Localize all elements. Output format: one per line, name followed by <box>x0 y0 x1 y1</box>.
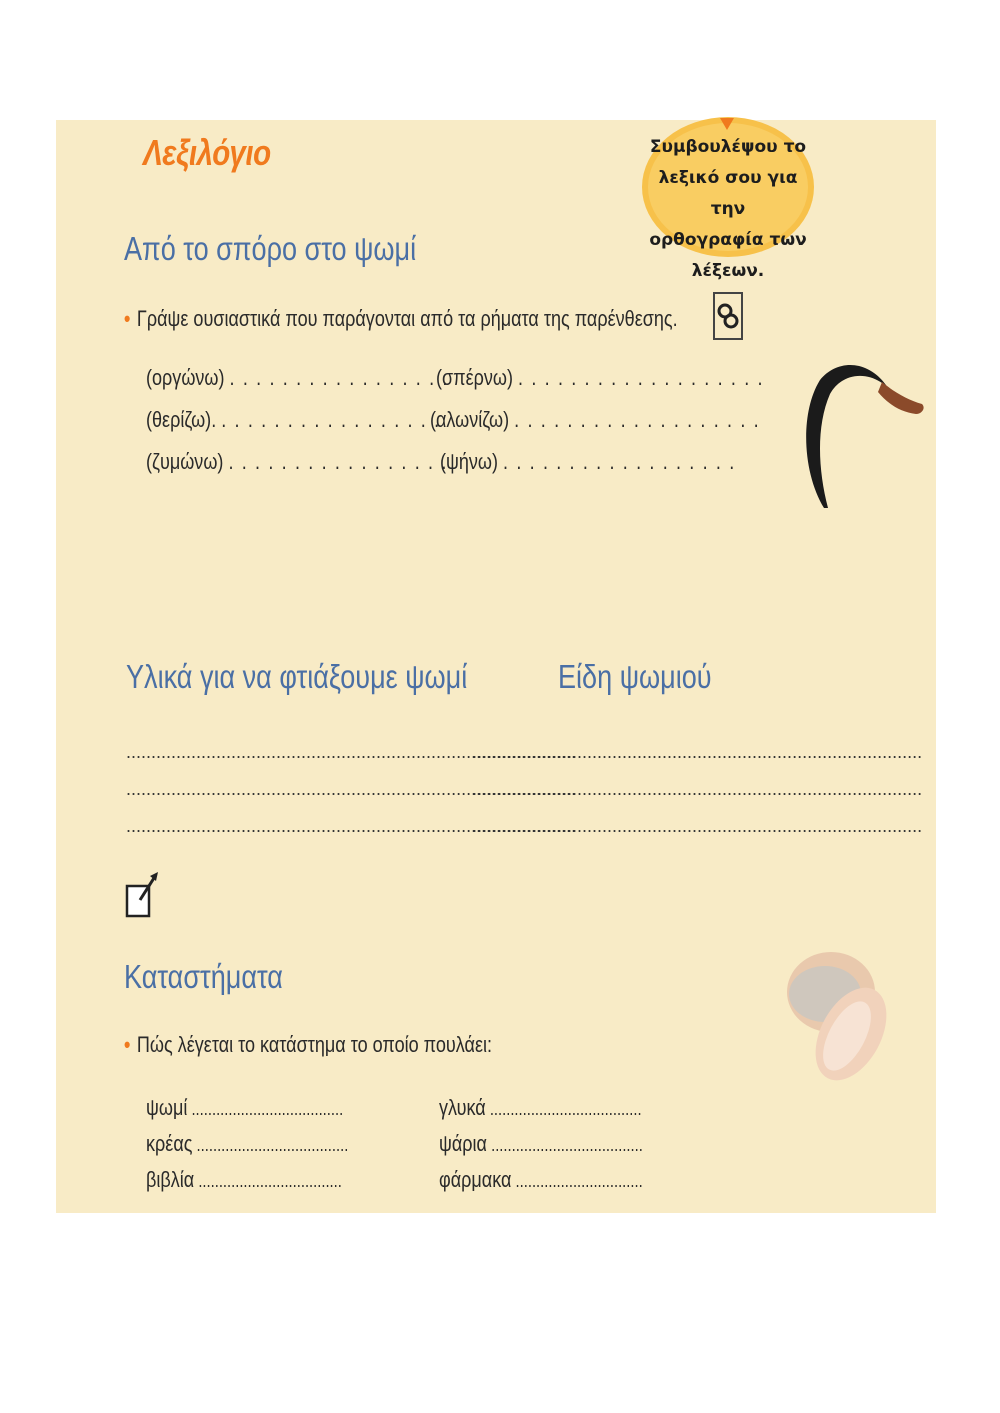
instruction-text: Πώς λέγεται το κατάστημα το οποίο πουλάει: <box>136 1032 493 1057</box>
answer-line: .......................................................................................... <box>472 742 923 762</box>
worksheet-page <box>56 120 936 1213</box>
tip-line: λεξικό σου για την <box>658 168 798 219</box>
verb-row: (σπέρνω) . . . . . . . . . . . . . . . . . . . <box>436 365 765 390</box>
chain-link-icon <box>713 292 743 340</box>
instruction-nouns <box>124 306 678 332</box>
product-label: βιβλία <box>146 1167 195 1192</box>
verb-row: (οργώνω) . . . . . . . . . . . . . . . . . <box>146 365 450 390</box>
product-label: φάρμακα <box>439 1167 512 1192</box>
answer-line: .......................................................................................... <box>126 779 577 799</box>
product-label: κρέας <box>146 1131 193 1156</box>
answer-line: .......................................................................................... <box>126 742 577 762</box>
bread-loaf-icon <box>781 948 891 1088</box>
tip-badge <box>640 114 816 281</box>
product-label: γλυκά <box>439 1095 486 1120</box>
shop-row: ψωμί ..................................... <box>146 1095 344 1120</box>
tip-line: λέξεων. <box>691 261 765 281</box>
instruction-text: Γράψε ουσιαστικά που παράγονται από τα ρήματα της παρένθεσης. <box>136 306 678 331</box>
answer-line: .......................................................................................... <box>472 779 923 799</box>
shop-row: γλυκά ..................................... <box>439 1095 642 1120</box>
page-title: Λεξιλόγιο <box>143 132 271 173</box>
verb-row: (θερίζω). . . . . . . . . . . . . . . . . . <box>146 407 441 432</box>
instruction-shops <box>124 1032 492 1058</box>
verb-row: (ζυμώνω) . . . . . . . . . . . . . . . . . <box>146 449 448 474</box>
verb-row: (αλωνίζω) . . . . . . . . . . . . . . . . . . . <box>430 407 761 432</box>
section-heading-ingredients: Υλικά για να φτιάξουμε ψωμί <box>126 658 468 695</box>
product-label: ψάρια <box>439 1131 487 1156</box>
section-heading-bread-types: Είδη ψωμιού <box>558 658 712 695</box>
verb-label: (ψήνω) <box>440 449 499 474</box>
tip-line: Συμβουλέψου το <box>649 137 807 157</box>
shop-row: κρέας ..................................... <box>146 1131 349 1156</box>
bullet-icon: • <box>124 306 131 331</box>
verb-label: (θερίζω). <box>146 407 217 432</box>
verb-label: (οργώνω) <box>146 365 225 390</box>
shop-row: ψάρια ..................................... <box>439 1131 643 1156</box>
section-heading-seed-to-bread: Από το σπόρο στο ψωμί <box>124 230 417 267</box>
answer-line: .......................................................................................... <box>126 816 577 836</box>
section-heading-shops: Καταστήματα <box>124 958 283 995</box>
answer-line: .......................................................................................... <box>472 816 923 836</box>
bullet-icon: • <box>124 1032 131 1057</box>
shop-row: φάρμακα ............................... <box>439 1167 643 1192</box>
product-label: ψωμί <box>146 1095 188 1120</box>
verb-label: (αλωνίζω) <box>430 407 510 432</box>
verb-row: (ψήνω) . . . . . . . . . . . . . . . . . . <box>440 449 736 474</box>
note-pencil-icon <box>124 870 160 920</box>
verb-label: (ζυμώνω) <box>146 449 224 474</box>
sickle-icon <box>798 352 928 512</box>
shop-row: βιβλία ................................... <box>146 1167 342 1192</box>
verb-label: (σπέρνω) <box>436 365 514 390</box>
tip-line: ορθογραφία των <box>649 230 807 250</box>
